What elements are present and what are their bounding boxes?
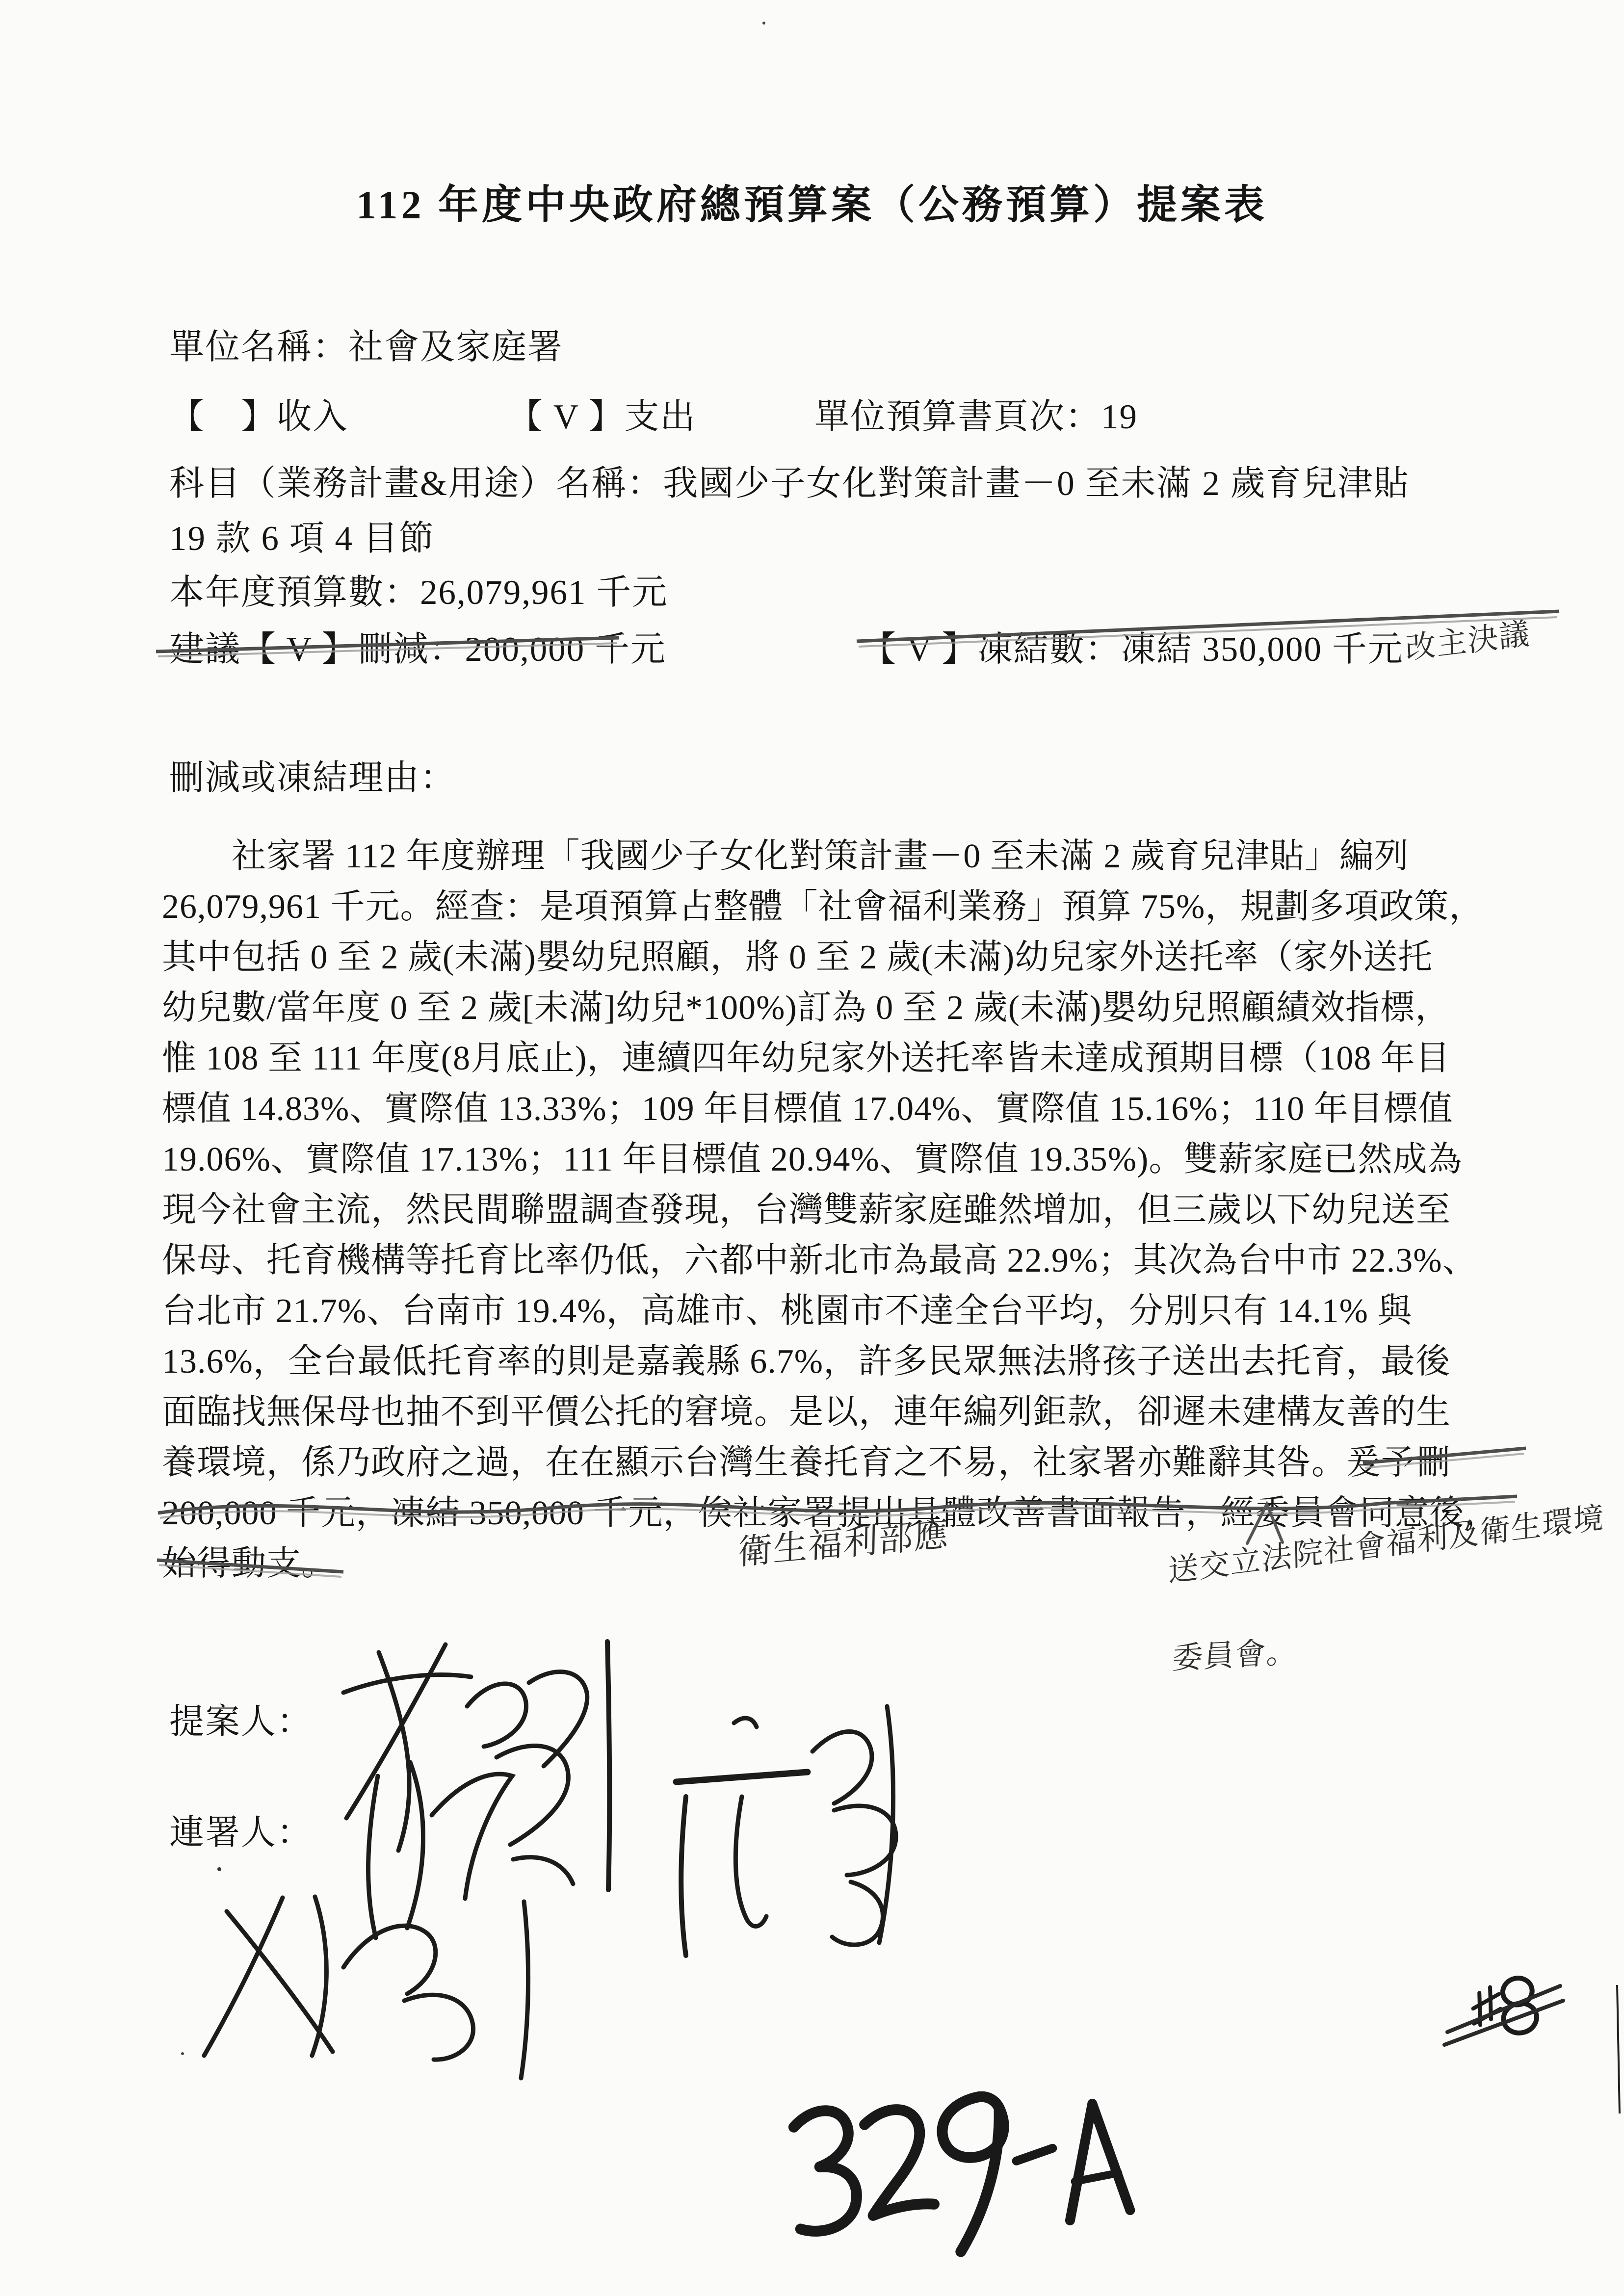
reason-heading: 刪減或凍結理由： — [169, 759, 456, 797]
revenue-checkbox: 【 】收入 — [169, 398, 349, 436]
reason-line: 面臨找無保母也抽不到平價公托的窘境。是以，連年編列鉅款，卻遲未建構友善的生 — [162, 1393, 1451, 1431]
reason-line: 現今社會主流，然民間聯盟調查發現，台灣雙薪家庭雖然增加，但三歲以下幼兒送至 — [162, 1191, 1451, 1229]
handwritten-committee-note-line2: 委員會。 — [1171, 1635, 1299, 1676]
clause-line: 19 款 6 項 4 目節 — [169, 520, 435, 558]
reason-line-struck: 始得動支。 — [162, 1545, 336, 1583]
tag-number-strikes — [1444, 1986, 1563, 2045]
scan-speck — [217, 1867, 221, 1871]
budget-book-page-ref: 單位預算書頁次：19 — [814, 398, 1138, 436]
reason-line: 19.06%、實際值 17.13%；111 年目標值 20.94%、實際值 19.35%)。雙薪家庭已然成為 — [162, 1141, 1463, 1178]
reason-line: 惟 108 至 111 年度(8月底止)，連續四年幼兒家外送托率皆未達成預期目標（108 年目 — [162, 1040, 1450, 1077]
reason-line: 其中包括 0 至 2 歲(未滿)嬰幼兒照顧，將 0 至 2 歲(未滿)幼兒家外送托率（家外送托 — [162, 939, 1433, 976]
page-title: 112 年度中央政府總預算案（公務預算）提案表 — [356, 183, 1268, 227]
freeze-proposal-line: 【 V 】凍結數：凍結 350,000 千元 — [861, 630, 1404, 669]
signature-bottom-left — [204, 1897, 528, 2078]
scan-speck — [181, 2052, 184, 2055]
cut-proposal-line: 建議【 V 】刪減：200,000 千元 — [169, 630, 666, 669]
reason-line-struck: 200,000 千元，凍結 350,000 千元，俟社家署提出具體改善書面報告，經委員會同意後， — [162, 1494, 1499, 1532]
reason-line: 標值 14.83%、實際值 13.33%；109 年目標值 17.04%、實際值 15.16%；110 年目標值 — [162, 1090, 1453, 1128]
signature-cosigner-2 — [676, 1706, 896, 1956]
subject-line: 科目（業務計畫&用途）名稱：我國少子女化對策計畫－0 至未滿 2 歲育兒津貼 — [169, 465, 1410, 503]
current-budget-line: 本年度預算數：26,079,961 千元 — [169, 574, 668, 612]
reason-line: 社家署 112 年度辦理「我國少子女化對策計畫－0 至未滿 2 歲育兒津貼」編列 — [162, 837, 1409, 875]
proposer-label: 提案人： — [169, 1703, 313, 1741]
reason-line: 幼兒數/當年度 0 至 2 歲[未滿]幼兒*100%)訂為 0 至 2 歲(未滿)嬰幼兒照顧績效指標， — [162, 989, 1450, 1027]
handwritten-case-number — [788, 2080, 1132, 2268]
reason-line: 26,079,961 千元。經查：是項預算占整體「社會福利業務」預算 75%，規劃多項政策， — [162, 888, 1484, 926]
handwritten-ministry-note: 衛生福利部應 — [737, 1515, 950, 1572]
cosigner-label: 連署人： — [169, 1814, 313, 1852]
expense-checkbox: 【 V 】支出 — [508, 398, 696, 436]
handwritten-resolution-note: 改主決議 — [1404, 617, 1531, 666]
reason-line: 台北市 21.7%、台南市 19.4%，高雄市、桃園市不達全台平均，分別只有 14.1% 與 — [162, 1292, 1413, 1330]
handwritten-committee-note-line1: 送交立法院社會福利及衛生環境 — [1168, 1501, 1605, 1589]
signature-proposer — [343, 1642, 609, 1890]
reason-line: 保母、托育機構等托育比率仍低，六都中新北市為最高 22.9%；其次為台中市 22.3%、 — [162, 1242, 1477, 1279]
unit-name-line: 單位名稱：社會及家庭署 — [169, 328, 564, 366]
signature-cosigner-1 — [368, 1746, 573, 1938]
reason-line: 養環境，係乃政府之過，在在顯示台灣生養托育之不易，社家署亦難辭其咎。爰予刪 — [162, 1444, 1451, 1482]
crossed-tag-number — [1466, 1975, 1542, 2044]
reason-line: 13.6%，全台最低托育率的則是嘉義縣 6.7%，許多民眾無法將孩子送出去托育，最後 — [162, 1343, 1451, 1381]
scan-speck — [762, 22, 765, 25]
stray-pen-line — [1617, 1985, 1620, 2113]
